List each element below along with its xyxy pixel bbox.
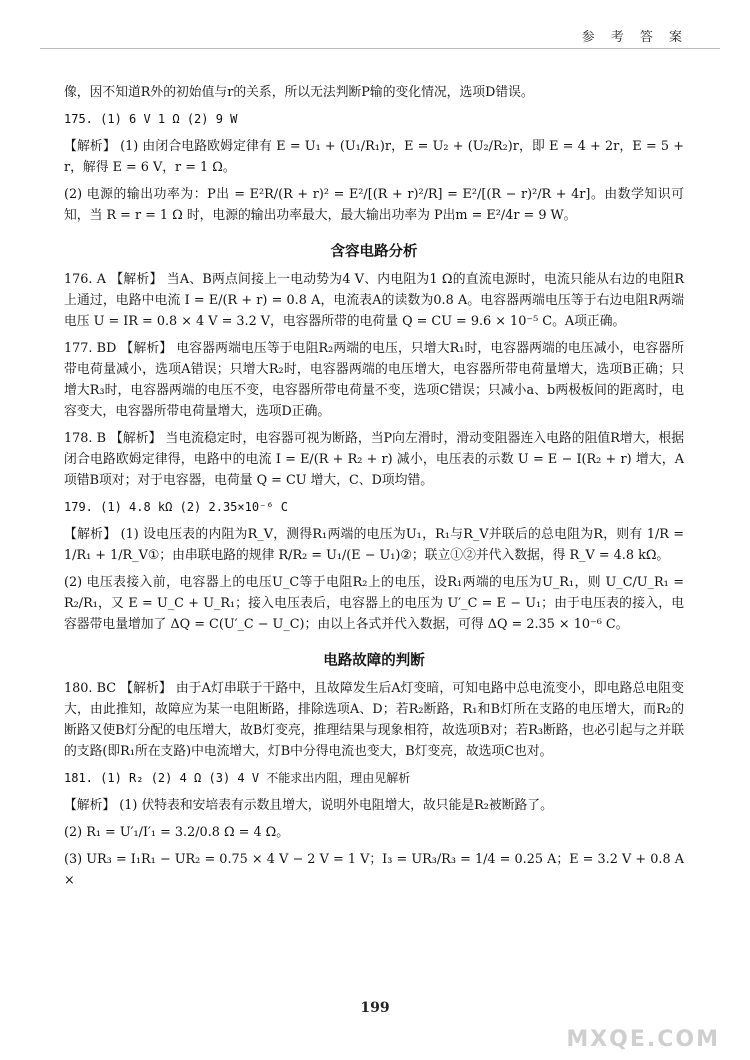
answer-178: 178. B 【解析】 当电流稳定时，电容器可视为断路，当P向左滑时，滑动变阻器连入电路的阻值R增大，根据闭合电路欧姆定律得，电路中的电流 I = E/(R + R₂ + r) 减小，电压表的示数 U = E − I(R₂ + r) 增大，A项错B项对；对于电容器，电荷量 Q = CU 增大，C、D项均错。 [64,431,684,488]
analysis-181-part1: 【解析】 (1) 伏特表和安培表有示数且增大，说明外电阻增大，故只能是R₂被断路了。 [64,798,553,813]
section-title-capacitor-circuits: 含容电路分析 [330,244,418,260]
analysis-179-part2: (2) 电压表接入前，电容器上的电压U_C等于电阻R₂上的电压，设R₁两端的电压为U_R₁，则 U_C/U_R₁ = R₂/R₁，又 E = U_C + U_R₁；接入电压表后，电容器上的电压为 U′_C = E − U₁；由于电压表的接入，电容器带电量增加了 ΔQ = C(U′_C − U_C)；由以上各式并代入数据，可得 ΔQ = 2.35 × 10⁻⁶ C。 [64,575,684,632]
answer-181: 181. (1) R₂ (2) 4 Ω (3) 4 V 不能求出内阻，理由见解析 [64,771,411,785]
answer-page-body [64,82,684,897]
watermark-logo: MXQE.COM [566,1027,720,1052]
section-title-circuit-faults: 电路故障的判断 [323,653,425,669]
analysis-175-part2: (2) 电源的输出功率为：P出 = E²R/(R + r)² = E²/[(R + r)²/R] = E²/[(R − r)²/R + 4r]。由数学知识可知，当 R = r = 1 Ω 时，电源的输出功率最大，最大输出功率为 P出m = E²/4r = 9 W。 [64,187,684,223]
analysis-179-part1: 【解析】 (1) 设电压表的内阻为R_V，测得R₁两端的电压为U₁，R₁与R_V并联后的总电阻为R，则有 1/R = 1/R₁ + 1/R_V①；由串联电路的规律 R/R₂ = U₁/(E − U₁)②；联立①②并代入数据，得 R_V = 4.8 kΩ。 [64,527,684,563]
page-number: 199 [360,1000,390,1016]
header-rule [40,48,720,49]
answer-177: 177. BD 【解析】 电容器两端电压等于电阻R₂两端的电压，只增大R₁时，电容器两端的电压减小，电容器所带电荷量减小，选项A错误；只增大R₂时，电容器两端的电压增大，电容器所带电荷量增大，选项B正确；只增大R₃时，电容器两端的电压不变，电容器所带电荷量不变，选项C错误；只减小a、b两极板间的距离时，电容变大，电容器所带电荷量增大，选项D正确。 [64,341,684,419]
answer-176: 176. A 【解析】 当A、B两点间接上一电动势为4 V、内电阻为1 Ω的直流电源时，电流只能从右边的电阻R上通过，电路中电流 I = E/(R + r) = 0.8 A，电流表A的读数为0.8 A。电容器两端电压等于右边电阻R两端电压 U = IR = 0.8 × 4 V = 3.2 V，电容器所带的电荷量 Q = CU = 9.6 × 10⁻⁵ C。A项正确。 [64,272,684,329]
answer-180: 180. BC 【解析】 由于A灯串联于干路中，且故障发生后A灯变暗，可知电路中总电流变小，即电路总电阻变大，由此推知，故障应为某一电阻断路，排除选项A、D；若R₂断路，R₁和B灯所在支路的电压增大，而R₂的断路又使B灯分配的电压增大，故B灯变亮，推理结果与现象相符，故选项B对；若R₃断路，也必引起与之并联的支路(即R₁所在支路)中电流增大，灯B中分得电流也变大，B灯变亮，故选项C也对。 [64,681,684,759]
analysis-181-part3: (3) UR₃ = I₁R₁ − UR₂ = 0.75 × 4 V − 2 V = 1 V；I₃ = UR₃/R₃ = 1/4 = 0.25 A；E = 3.2 V + 0.8 A × [64,852,684,888]
paragraph-continuation: 像，因不知道R外的初始值与r的关系，所以无法判断P输的变化情况，选项D错误。 [64,85,534,100]
analysis-175-part1: 【解析】 (1) 由闭合电路欧姆定律有 E = U₁ + (U₁/R₁)r，E = U₂ + (U₂/R₂)r，即 E = 4 + 2r，E = 5 + r，解得 E = 6 V，r = 1 Ω。 [64,139,684,175]
header-title: 参 考 答 案 [581,30,688,45]
analysis-181-part2: (2) R₁ = U′₁/I′₁ = 3.2/0.8 Ω = 4 Ω。 [64,825,290,840]
answer-175: 175. (1) 6 V 1 Ω (2) 9 W [64,112,238,126]
answer-179: 179. (1) 4.8 kΩ (2) 2.35×10⁻⁶ C [64,500,288,514]
